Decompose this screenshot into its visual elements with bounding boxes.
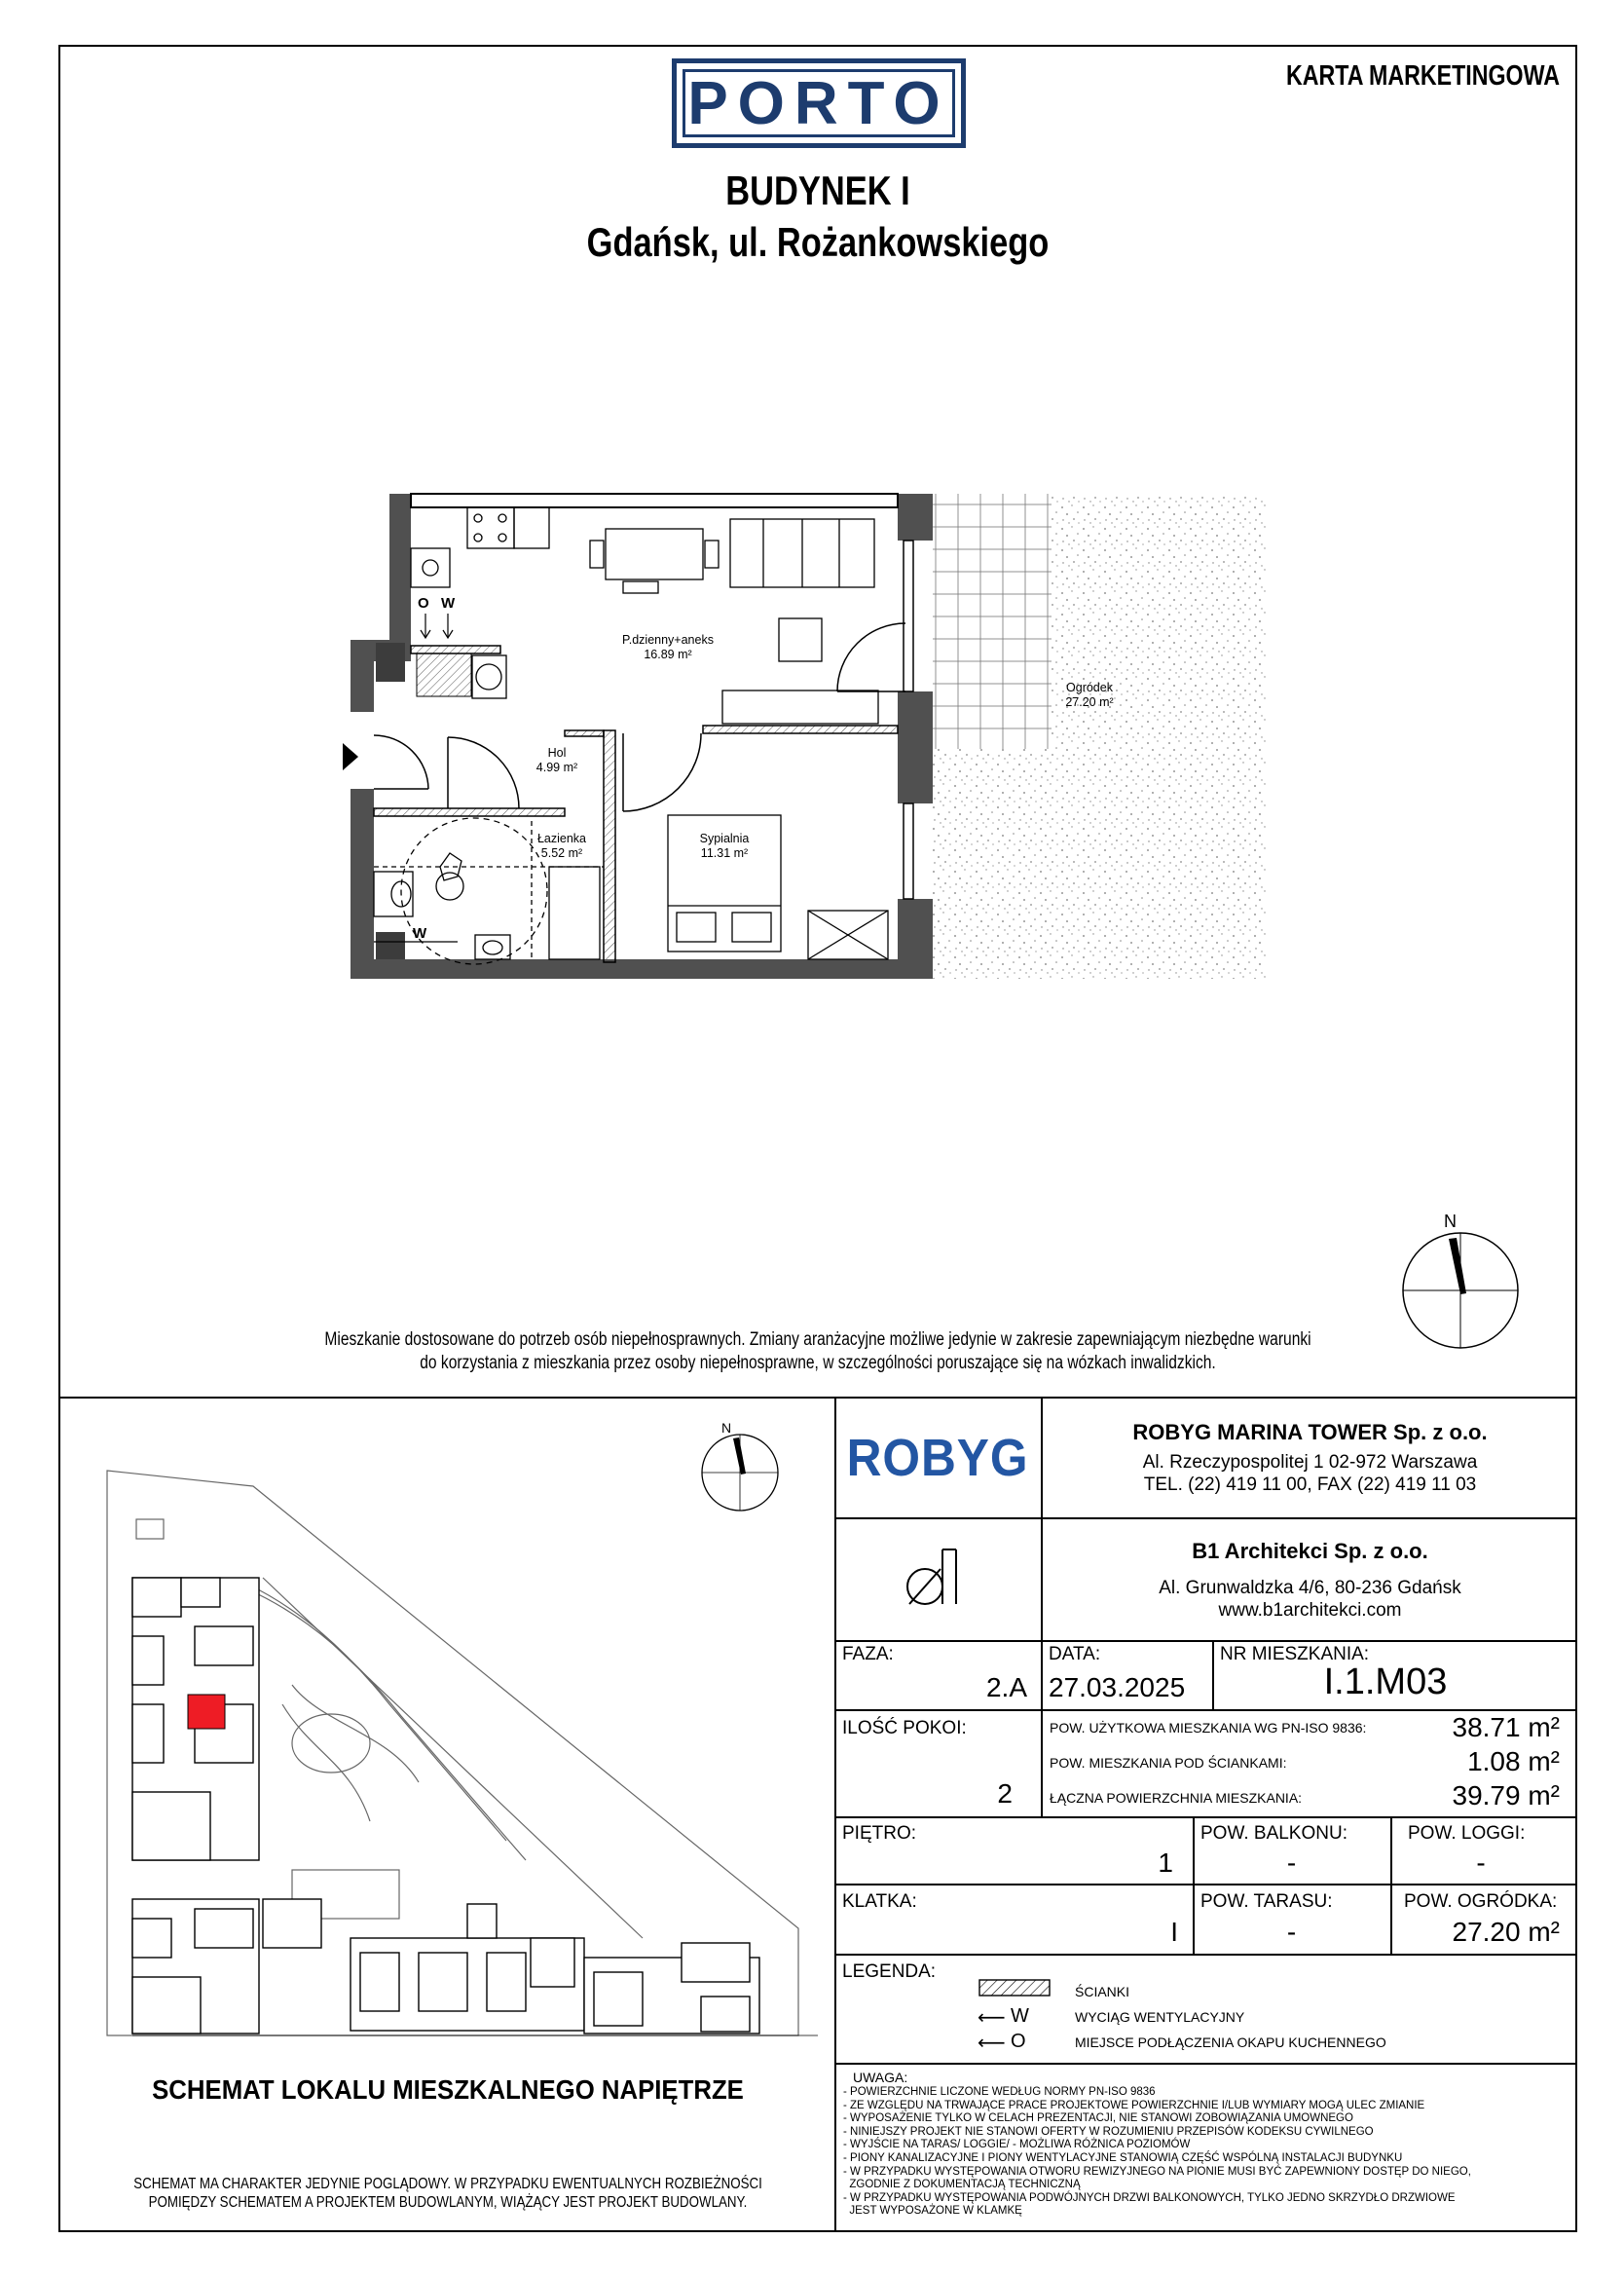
legend-title: LEGENDA: (842, 1961, 937, 1982)
remark-line: - W PRZYPADKU WYSTĘPOWANIA OTWORU REWIZYJNEGO NA PIONIE MUSI BYĆ ZAPEWNIONY DOSTĘP DO NIEGO, (843, 2165, 1471, 2178)
legend-item-walls: ŚCIANKI (1075, 1984, 1130, 1999)
legend-symbol-o: O (1011, 2031, 1026, 2052)
remark-line: - WYPOSAŻENIE TYLKO W CELACH PREZENTACJI, NIE STANOWI ZOBOWIĄZANIA UMOWNEGO (843, 2112, 1353, 2125)
row-line (834, 1517, 1577, 1519)
developer-name: ROBYG MARINA TOWER Sp. z o.o. (1132, 1420, 1488, 1444)
data-label: DATA: (1049, 1644, 1101, 1664)
porto-logo (672, 58, 966, 148)
pietro-label: PIĘTRO: (842, 1823, 917, 1844)
entry-arrow-icon (343, 743, 358, 770)
faza-value: 2.A (985, 1672, 1027, 1702)
room-bedroom-name: Sypialnia (699, 832, 750, 845)
main-divider (58, 1397, 1577, 1399)
pow-lacz-label: ŁĄCZNA POWIERZCHNIA MIESZKANIA: (1050, 1790, 1303, 1806)
developer-phone: TEL. (22) 419 11 00, FAX (22) 419 11 03 (1143, 1474, 1477, 1495)
pow-sc-label: POW. MIESZKANIA POD ŚCIANKAMI: (1050, 1755, 1287, 1771)
taras-label: POW. TARASU: (1200, 1891, 1333, 1912)
porto-logo-text: PORTO (687, 70, 950, 137)
klatka-value: I (1170, 1917, 1178, 1947)
faza-label: FAZA: (842, 1644, 894, 1664)
remark-line: JEST WYPOSAŻONE W KLAMKĘ (843, 2205, 1022, 2218)
remark-line: - W PRZYPADKU WYSTĘPOWANIA PODWÓJNYCH DRZWI BALKONOWYCH, TYLKO JEDNO SKRZYDŁO DRZWIOWE (843, 2191, 1456, 2204)
klatka-label: KLATKA: (842, 1891, 917, 1912)
remark-line: - WYJŚCIE NA TARAS/ LOGGIE/ - MOŻLIWA RÓŻNICA POZIOMÓW (843, 2139, 1191, 2151)
legend-item-vent: WYCIĄG WENTYLACYJNY (1075, 2009, 1245, 2025)
building-title: BUDYNEK I (725, 168, 910, 213)
row-line (834, 1954, 1577, 1956)
pokoje-value: 2 (997, 1778, 1013, 1809)
schema-disclaimer-1: SCHEMAT MA CHARAKTER JEDYNIE POGLĄDOWY. W PRZYPADKU EWENTUALNYCH ROZBIEŻNOŚCI (133, 2176, 762, 2192)
col-line (1212, 1640, 1214, 1709)
pow-uz-label: POW. UŻYTKOWA MIESZKANIA WG PN-ISO 9836: (1050, 1720, 1367, 1736)
loggia-label: POW. LOGGI: (1408, 1823, 1526, 1844)
room-hall-area: 4.99 m² (535, 761, 578, 774)
room-bedroom-area: 11.31 m² (700, 846, 749, 860)
remark-line: - PIONY KANALIZACYJNE I PIONY WENTYLACYJNE STANOWIĄ CZĘŚĆ WSPÓLNĄ INSTALACJI BUDYNKU (843, 2152, 1403, 2164)
taras-value: - (1286, 1917, 1297, 1947)
hood-mark-o: O (418, 595, 429, 612)
compass-n-label: N (1444, 1212, 1457, 1231)
remark-line: - POWIERZCHNIE LICZONE WEDŁUG NORMY PN-ISO 9836 (843, 2086, 1156, 2098)
loggia-value: - (1476, 1848, 1486, 1878)
row-line (834, 2063, 1577, 2065)
row-line (834, 1640, 1577, 1642)
room-bath-name: Łazienka (536, 832, 587, 845)
col-line (1041, 1709, 1043, 1816)
compass-icon (1392, 1208, 1529, 1354)
ogrodek-label: POW. OGRÓDKA: (1404, 1891, 1558, 1912)
pow-uz-value: 38.71 m² (1452, 1712, 1560, 1742)
robyg-logo: ROBYG (846, 1429, 1029, 1487)
b1-logo-icon (896, 1544, 983, 1612)
terrace-tiles (933, 494, 1052, 749)
room-hall-name: Hol (547, 746, 567, 760)
schema-compass-n: N (721, 1420, 732, 1436)
accessibility-note-1: Mieszkanie dostosowane do potrzeb osób niepełnosprawnych. Zmiany aranżacyjne możliwe jedynie w zakresie zapewniającym niezbędne warunki (324, 1329, 1311, 1350)
nr-label: NR MIESZKANIA: (1220, 1644, 1370, 1664)
pow-lacz-value: 39.79 m² (1452, 1780, 1560, 1810)
balkon-value: - (1286, 1848, 1297, 1878)
vent-mark-w: W (441, 595, 456, 612)
data-value: 27.03.2025 (1049, 1672, 1186, 1702)
architect-address: Al. Grunwaldzka 4/6, 80-236 Gdańsk (1159, 1578, 1461, 1598)
remark-line: ZGODNIE Z DOKUMENTACJĄ TECHNICZNĄ (843, 2179, 1081, 2191)
legend-symbol-w: W (1011, 2005, 1029, 2027)
col-line (1041, 1640, 1043, 1709)
room-living-name: P.dzienny+aneks (622, 633, 714, 647)
unit-highlight (188, 1695, 225, 1729)
remark-line: - ZE WZGLĘDU NA TRWAJĄCE PRACE PROJEKTOWE POWIERZCHNIE I/LUB WYMIARY MOGĄ ULEC ZMIANIE (843, 2099, 1425, 2111)
schema-disclaimer-2: POMIĘDZY SCHEMATEM A PROJEKTEM BUDOWLANYM, WIĄŻĄCY JEST PROJEKT BUDOWLANY. (148, 2194, 748, 2211)
nr-value: I.1.M03 (1323, 1661, 1448, 1702)
accessibility-note-2: do korzystania z mieszkania przez osoby niepełnosprawne, w szczególności poruszające się na wózkach inwalidzkich. (420, 1353, 1216, 1373)
room-garden-area: 27.20 m² (1065, 695, 1114, 709)
schema-title: SCHEMAT LOKALU MIESZKALNEGO NAPIĘTRZE (152, 2074, 744, 2105)
vent-mark-w-bath: W (413, 925, 427, 942)
row-line (834, 1816, 1577, 1818)
balkon-label: POW. BALKONU: (1200, 1823, 1347, 1844)
room-living-area: 16.89 m² (644, 648, 692, 661)
room-garden-name: Ogródek (1066, 681, 1113, 694)
col-line (1390, 1816, 1392, 1954)
floor-plan (331, 482, 1295, 993)
architect-name: B1 Architekci Sp. z o.o. (1192, 1539, 1428, 1563)
remarks-title: UWAGA: (853, 2070, 908, 2085)
row-line (834, 1709, 1577, 1711)
room-bath-area: 5.52 m² (540, 846, 583, 860)
hood-arrow-icon: ⟵ (978, 2033, 1006, 2054)
building-address: Gdańsk, ul. Rożankowskiego (586, 219, 1050, 265)
walls-legend-icon (978, 1979, 1051, 1997)
pietro-value: 1 (1158, 1848, 1173, 1878)
architect-web: www.b1architekci.com (1218, 1600, 1402, 1621)
remark-line: - NINIEJSZY PROJEKT NIE STANOWI OFERTY W ROZUMIENIU PRZEPISÓW KODEKSU CYWILNEGO (843, 2125, 1374, 2138)
row-line (834, 1884, 1577, 1885)
pokoje-label: ILOŚĆ POKOI: (842, 1718, 967, 1738)
developer-address: Al. Rzeczypospolitej 1 02-972 Warszawa (1142, 1452, 1478, 1473)
schema-compass-icon (696, 1417, 784, 1514)
doc-type: KARTA MARKETINGOWA (1286, 60, 1560, 92)
legend-item-hood: MIEJSCE PODŁĄCZENIA OKAPU KUCHENNEGO (1075, 2034, 1386, 2050)
vent-arrow-icon: ⟵ (978, 2007, 1006, 2029)
schema-divider (834, 1397, 836, 2232)
ogrodek-value: 27.20 m² (1452, 1917, 1560, 1947)
pow-sc-value: 1.08 m² (1467, 1746, 1560, 1776)
col-line (1193, 1816, 1195, 1954)
